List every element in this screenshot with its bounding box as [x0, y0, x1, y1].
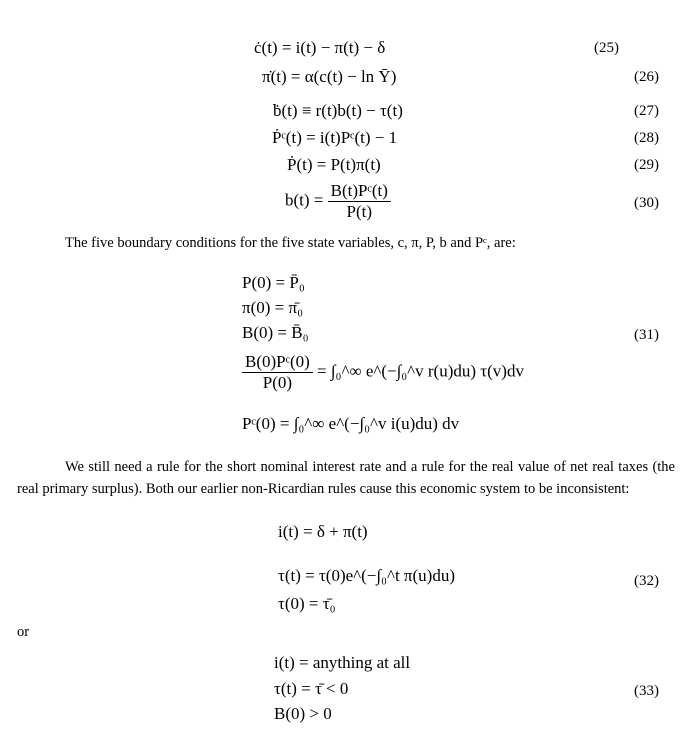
- equation-25: ċ(t) = i(t) − π(t) − δ: [254, 38, 386, 57]
- equation-30-denominator: P(t): [346, 202, 372, 221]
- equation-number-30: (30): [634, 195, 659, 211]
- equation-number-26: (26): [634, 69, 659, 85]
- boundary-condition-p: P(0) = P̄₀: [242, 273, 305, 292]
- rule-tax-initial: τ(0) = τ̄₀: [278, 594, 336, 613]
- rule-tax-path: τ(t) = τ(0)e^(−∫₀^t π(u)du): [278, 566, 455, 585]
- rule-interest-rate: i(t) = δ + π(t): [278, 522, 368, 541]
- boundary-condition-pc: Pᶜ(0) = ∫₀^∞ e^(−∫₀^v i(u)du) dv: [242, 414, 460, 433]
- equation-26: π̇(t) = α(c(t) − ln Ȳ): [262, 67, 397, 86]
- paragraph-boundary-conditions: The five boundary conditions for the five state variables, c, π, P, b and Pᶜ, are:: [65, 235, 516, 251]
- boundary-condition-debt-denominator: P(0): [262, 373, 293, 392]
- equation-number-28: (28): [634, 130, 659, 146]
- boundary-condition-pi: π(0) = π̄₀: [242, 298, 304, 317]
- boundary-condition-debt-value: [242, 352, 524, 393]
- boundary-condition-debt-fraction: [242, 352, 313, 393]
- equation-30: [285, 181, 391, 222]
- alt-rule-debt: B(0) > 0: [274, 704, 332, 723]
- equation-29: Ṗ(t) = P(t)π(t): [287, 155, 381, 174]
- equation-number-32: (32): [634, 573, 659, 589]
- or-connector: or: [17, 624, 30, 640]
- equation-number-29: (29): [634, 157, 659, 173]
- equation-number-25: (25): [594, 40, 619, 56]
- boundary-condition-debt-rhs: = ∫₀^∞ e^(−∫₀^v r(u)du) τ(v)dv: [317, 361, 524, 381]
- equation-number-27: (27): [634, 103, 659, 119]
- paragraph-non-ricardian: We still need a rule for the short nominal interest rate and a rule for the real value of net real taxes (the real primary surplus). Both our earlier non-Ricardian rules cause this economic system to be inconsistent:: [17, 459, 675, 497]
- equation-28: Ṗᶜ(t) = i(t)Pᶜ(t) − 1: [272, 128, 398, 147]
- equation-number-31: (31): [634, 327, 659, 343]
- boundary-condition-b: B(0) = B̄₀: [242, 323, 309, 342]
- boundary-condition-debt-numerator: B(0)Pᶜ(0): [242, 352, 313, 373]
- equation-30-fraction: [328, 181, 391, 222]
- equation-30-numerator: B(t)Pᶜ(t): [328, 181, 391, 202]
- alt-rule-tax: τ(t) = τ̄ < 0: [274, 679, 349, 698]
- alt-rule-interest-rate: i(t) = anything at all: [274, 653, 411, 672]
- equation-27: ḃ(t) ≡ r(t)b(t) − τ(t): [273, 101, 403, 120]
- equation-30-lhs: b(t) =: [285, 190, 324, 210]
- equation-number-33: (33): [634, 683, 659, 699]
